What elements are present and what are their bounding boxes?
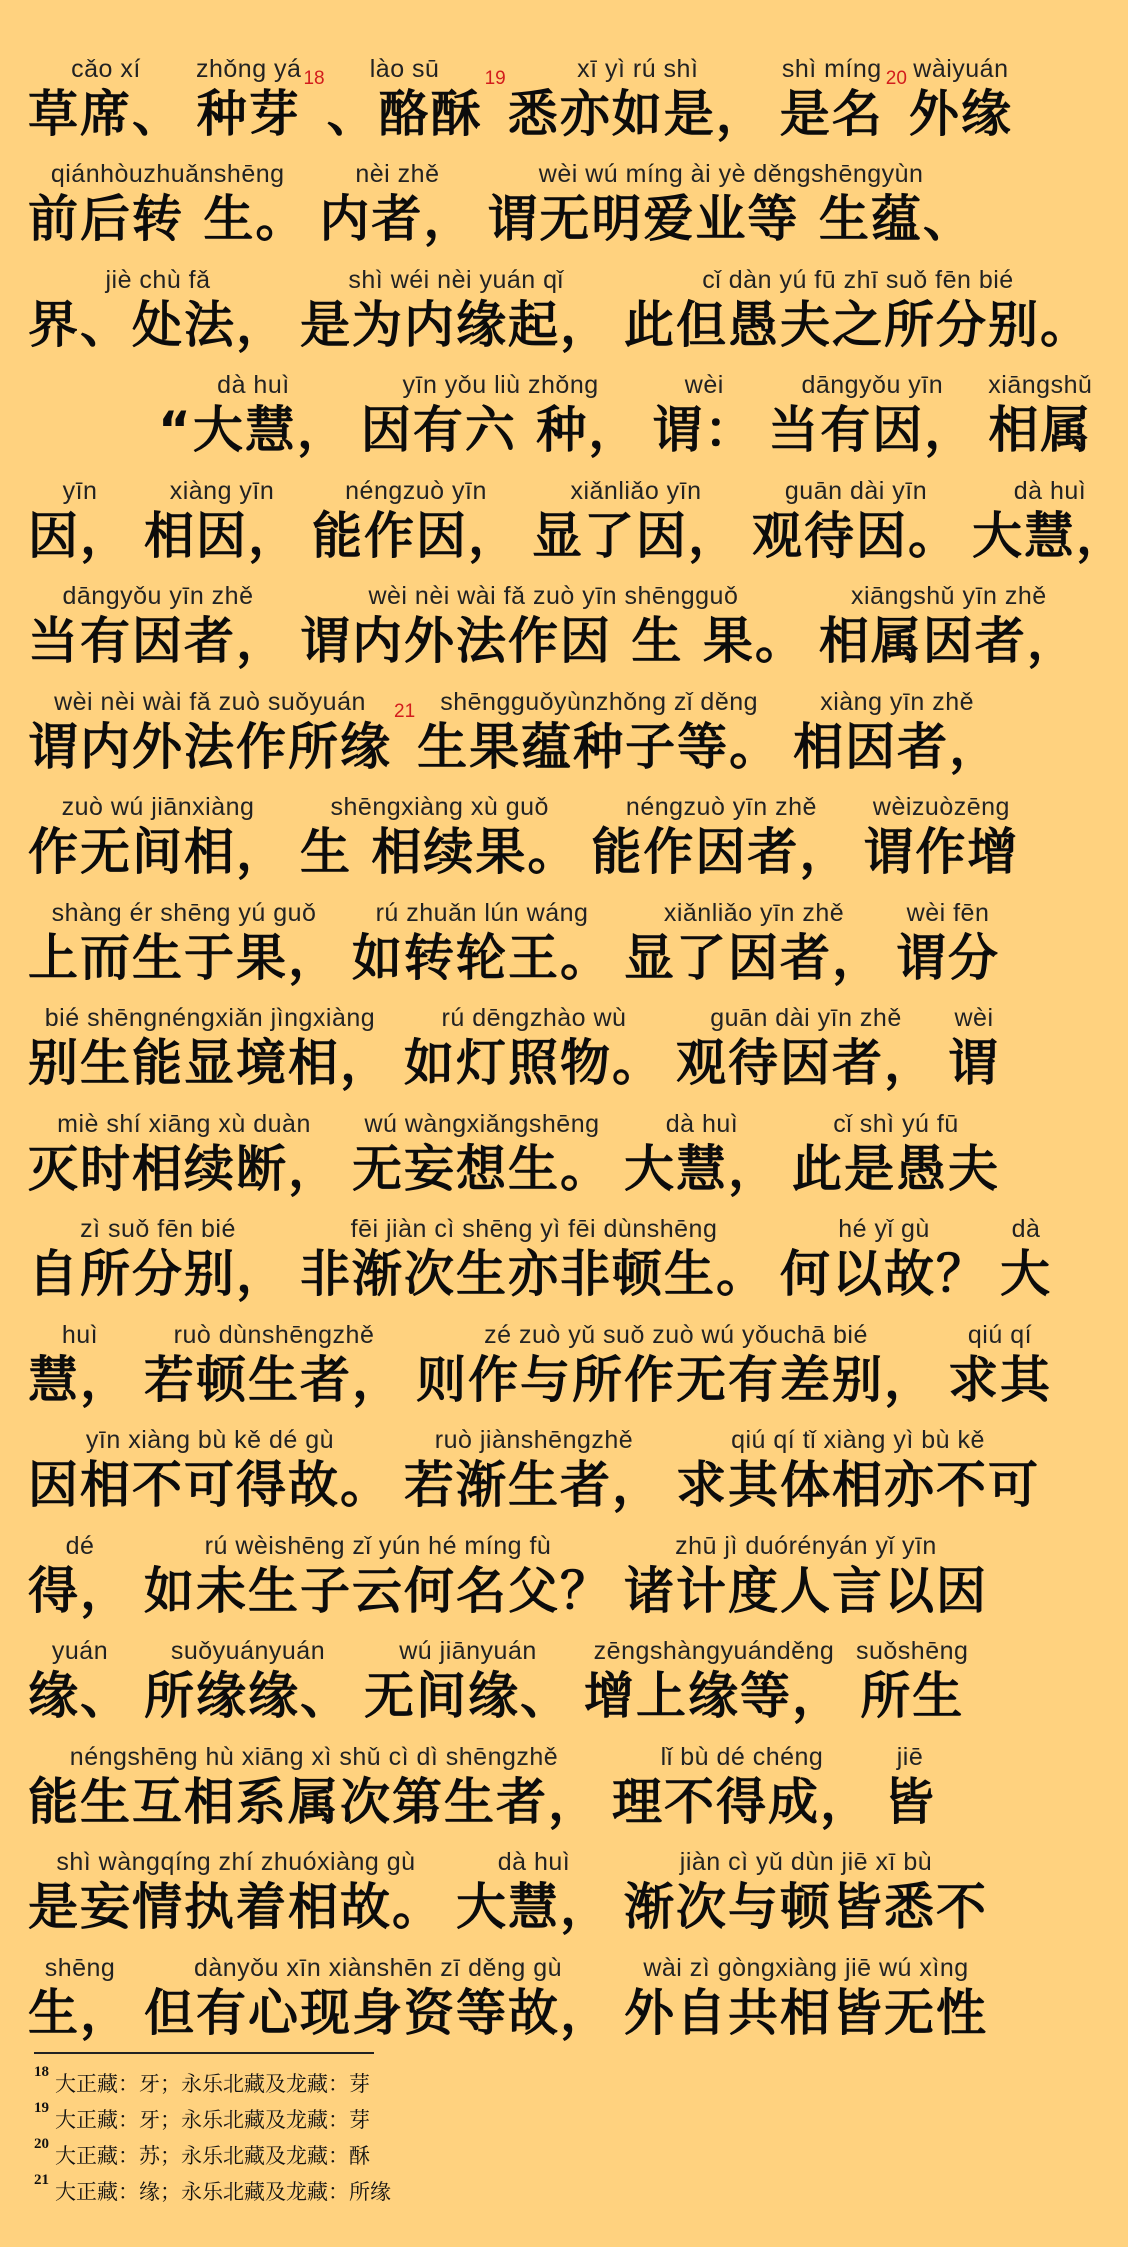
text-line (28, 1199, 1058, 1305)
hanzi-text: 理不得成， (612, 1772, 872, 1831)
pinyin-annotation: suǒshēng (856, 1637, 969, 1665)
annotated-phrase (28, 476, 132, 566)
annotated-phrase (896, 898, 1000, 988)
annotated-phrase (652, 370, 756, 460)
hanzi-text: 此但愚夫之所分别。 (624, 295, 1092, 354)
pinyin-annotation: wú jiānyuán (399, 1637, 537, 1665)
pinyin-annotation: yīn (62, 476, 98, 505)
hanzi-text: 自所分别， (28, 1245, 288, 1303)
footnote-item (34, 2100, 734, 2140)
annotated-phrase (327, 54, 483, 144)
text-line (28, 671, 1058, 777)
hanzi-text: 求其体相亦不可 (676, 1456, 1040, 1514)
hanzi-text: 谓 (948, 1034, 1000, 1092)
text-line (28, 566, 1079, 672)
hanzi-text: “大慧， (158, 401, 349, 459)
hanzi-text: 生， (28, 1983, 132, 2042)
annotated-phrase (144, 476, 300, 566)
pinyin-annotation: yīn xiàng bù kě dé gù (85, 1426, 335, 1454)
hanzi-text: 内者， (319, 190, 476, 248)
pinyin-annotation: shēng (44, 1953, 116, 1982)
pinyin-annotation: zhǒng yá (196, 54, 302, 83)
annotated-phrase (28, 1636, 132, 1726)
pinyin-annotation: wú wàngxiǎngshēng (364, 1109, 600, 1138)
footnote-number: 19 (34, 2100, 49, 2116)
pinyin-annotation: zé zuò yǔ suǒ zuò wú yǒuchā bié (484, 1320, 868, 1349)
pinyin-annotation: shì míng (781, 54, 882, 83)
footnote-number: 18 (34, 2064, 49, 2080)
footnote-item (34, 2064, 734, 2104)
pinyin-annotation: shì wéi nèi yuán qǐ (348, 265, 564, 294)
text-line (28, 1304, 1058, 1410)
hanzi-text: 是名 (779, 84, 884, 143)
text-line (28, 1410, 1058, 1516)
hanzi-text: 别生能显境相， (28, 1034, 392, 1092)
hanzi-text: 相因者， (793, 717, 1002, 776)
annotated-phrase (508, 54, 768, 144)
footnotes-section (34, 2052, 734, 2212)
footnote-text: 大正藏：缘；永乐北藏及龙藏：所缘 (55, 2180, 391, 2204)
pinyin-annotation: dāngyǒu yīn zhě (62, 582, 254, 610)
annotated-phrase (676, 1003, 936, 1093)
pinyin-annotation: nèi zhě (355, 160, 440, 188)
annotated-phrase (144, 1953, 612, 2043)
footnote-text: 大正藏：牙；永乐北藏及龙藏：芽 (55, 2108, 370, 2132)
pinyin-annotation: wèi nèi wài fǎ zuò suǒyuán (54, 687, 366, 716)
hanzi-text: 外自共相皆无性 (624, 1983, 988, 2042)
annotated-phrase (624, 1847, 988, 1937)
text-line (28, 355, 1093, 461)
pinyin-annotation: ruò dùnshēngzhě (173, 1320, 375, 1349)
pinyin-annotation: ruò jiànshēngzhě (434, 1426, 634, 1454)
pinyin-annotation: xī yì rú shì (577, 54, 699, 83)
annotated-phrase (624, 1953, 988, 2043)
hanzi-text: 观待因。 (752, 506, 960, 565)
pinyin-annotation: rú wèishēng zǐ yún hé míng fù (204, 1531, 552, 1560)
hanzi-text: 谓无明爱业等 生蕴、 (487, 190, 975, 248)
hanzi-text: 显了因， (532, 506, 740, 565)
pinyin-annotation: suǒyuányuán (170, 1637, 326, 1665)
hanzi-text: 大慧， (624, 1139, 780, 1198)
hanzi-text: 观待因者， (676, 1034, 936, 1092)
annotated-phrase (676, 1425, 1040, 1515)
annotated-phrase (28, 159, 307, 249)
hanzi-text: 则作与所作无有差别， (416, 1350, 936, 1409)
annotated-phrase (28, 581, 288, 671)
annotated-phrase (28, 1109, 340, 1199)
hanzi-text: 当有因， (768, 401, 977, 459)
annotated-phrase (819, 581, 1079, 671)
pinyin-annotation: shēngxiàng xù guǒ (330, 793, 549, 821)
hanzi-text: 谓： (652, 401, 757, 459)
pinyin-annotation: xiǎnliǎo yīn (570, 476, 702, 505)
pinyin-annotation: néngshēng hù xiāng xì shǔ cì dì shēngzhě (69, 1742, 559, 1771)
pinyin-annotation: néngzuò yīn zhě (625, 793, 817, 821)
annotated-phrase (591, 792, 851, 882)
annotated-phrase (158, 370, 349, 460)
pinyin-annotation: dà huì (497, 1848, 571, 1876)
hanzi-text: 悉亦如是， (507, 84, 768, 143)
annotated-phrase (196, 54, 301, 144)
annotated-phrase (352, 898, 612, 988)
pinyin-annotation: néngzuò yīn (345, 476, 487, 505)
hanzi-text: 此是愚夫 (792, 1139, 1000, 1198)
text-line (28, 1726, 1058, 1832)
pinyin-annotation: yīn yǒu liù zhǒng (402, 371, 599, 399)
hanzi-text: 如转轮王。 (352, 928, 612, 987)
hanzi-text: 草席、 (28, 84, 184, 143)
annotated-phrase (532, 476, 740, 566)
pinyin-annotation: dà (1011, 1215, 1041, 1243)
hanzi-text: 因相不可得故。 (28, 1456, 392, 1514)
annotated-phrase (28, 792, 288, 882)
pinyin-annotation: wèi (684, 371, 724, 399)
annotated-phrase (863, 792, 1019, 882)
annotated-phrase (28, 54, 184, 144)
pinyin-annotation: dà huì (1013, 476, 1087, 505)
annotated-phrase (364, 1636, 572, 1726)
annotated-phrase (28, 1847, 444, 1937)
pinyin-annotation: rú zhuǎn lún wáng (375, 898, 589, 927)
pinyin-annotation: wài zì gòngxiàng jiē wú xìng (643, 1953, 969, 1982)
pinyin-annotation: shàng ér shēng yú guǒ (51, 898, 317, 927)
pinyin-annotation: jiē (896, 1742, 924, 1771)
hanzi-text: 生 相续果。 (300, 823, 580, 881)
annotated-phrase (300, 581, 807, 671)
annotated-phrase (780, 1214, 988, 1304)
annotated-phrase (584, 1636, 844, 1726)
pinyin-annotation: wèizuòzēng (872, 793, 1010, 821)
hanzi-text: 如未生子云何名父？ (144, 1561, 612, 1620)
hanzi-text: 何以故？ (780, 1245, 988, 1303)
annotated-phrase (624, 898, 884, 988)
pinyin-annotation: fēi jiàn cì shēng yì fēi dùnshēng (350, 1215, 718, 1243)
pinyin-annotation: cǐ dàn yú fū zhī suǒ fēn bié (702, 265, 1014, 294)
annotated-phrase (768, 370, 976, 460)
hanzi-text: 如灯照物。 (404, 1034, 664, 1092)
text-line (28, 249, 1092, 355)
hanzi-text: 非渐次生亦非顿生。 (300, 1245, 768, 1303)
footnote-number: 20 (34, 2136, 49, 2152)
pinyin-annotation: qiánhòuzhuǎnshēng (50, 160, 285, 188)
annotated-phrase (948, 1320, 1052, 1410)
hanzi-text: 当有因者， (28, 612, 288, 670)
pinyin-annotation: qiú qí (967, 1320, 1033, 1349)
pinyin-annotation: dé (65, 1531, 95, 1560)
annotated-phrase (28, 898, 340, 988)
annotated-phrase (988, 370, 1092, 460)
annotated-phrase (487, 159, 974, 249)
annotated-phrase (28, 1425, 392, 1515)
annotated-phrase (352, 1109, 612, 1199)
hanzi-text: 谓内外法作因 生 果。 (300, 612, 807, 670)
hanzi-text: 诸计度人言以因 (624, 1561, 988, 1620)
footnote-text: 大正藏：苏；永乐北藏及龙藏：酥 (55, 2144, 370, 2168)
annotated-phrase (948, 1003, 1000, 1093)
pinyin-annotation: xiàng yīn zhě (820, 687, 975, 716)
annotated-phrase (792, 1109, 1000, 1199)
annotated-phrase (780, 54, 884, 144)
pinyin-annotation: guān dài yīn (784, 476, 928, 505)
annotated-phrase (972, 476, 1128, 566)
hanzi-text: 谓作增 (863, 823, 1020, 881)
hanzi-text: 相属因者， (818, 612, 1079, 670)
hanzi-text: 皆 (884, 1772, 936, 1831)
annotated-phrase (793, 687, 1001, 777)
hanzi-text: 能生互相系属次第生者， (28, 1772, 600, 1831)
hanzi-text: 所生 (860, 1667, 965, 1725)
text-line (28, 38, 1058, 144)
hanzi-text: 因有六 种， (360, 401, 641, 459)
pinyin-annotation: wèi (954, 1004, 994, 1032)
hanzi-text: 生果蕴种子等。 (417, 717, 782, 776)
pinyin-annotation: zì suǒ fēn bié (80, 1215, 236, 1243)
hanzi-text: 慧， (28, 1350, 132, 1409)
annotated-phrase (28, 1320, 132, 1410)
annotated-phrase (909, 54, 1013, 144)
hanzi-text: 但有心现身资等故， (144, 1983, 612, 2042)
pinyin-annotation: guān dài yīn zhě (710, 1004, 902, 1032)
annotated-phrase (624, 1531, 988, 1621)
hanzi-text: 界、处法， (28, 295, 288, 354)
pinyin-annotation: dà huì (217, 371, 290, 399)
hanzi-text: 缘、 (28, 1667, 132, 1725)
annotated-phrase (417, 687, 781, 777)
annotated-phrase (612, 1742, 872, 1832)
annotated-phrase (361, 370, 640, 460)
pinyin-annotation: xiǎnliǎo yīn zhě (663, 898, 845, 927)
hanzi-text: 是为内缘起， (300, 295, 612, 354)
hanzi-text: 无间缘、 (364, 1667, 572, 1725)
footnote-marker[interactable]: 20 (885, 68, 907, 89)
hanzi-text: 谓分 (896, 928, 1000, 987)
pinyin-annotation: zhū jì duórényán yǐ yīn (675, 1531, 937, 1560)
hanzi-text: 渐次与顿皆悉不 (624, 1878, 988, 1936)
hanzi-text: 所缘缘、 (144, 1667, 352, 1725)
text-line (28, 1832, 1058, 1938)
annotated-phrase (28, 1003, 392, 1093)
hanzi-text: 、酪酥 (326, 84, 483, 143)
text-line (28, 1937, 1058, 2043)
pinyin-annotation: dànyǒu xīn xiànshēn zī děng gù (193, 1953, 563, 1982)
pinyin-annotation: hé yǐ gù (838, 1215, 930, 1243)
hanzi-text: 显了因者， (624, 928, 884, 987)
pinyin-annotation: jiè chù fǎ (105, 265, 211, 294)
annotated-phrase (1000, 1214, 1052, 1304)
annotated-phrase (28, 265, 288, 355)
footnote-number: 21 (34, 2172, 49, 2188)
footnote-text: 大正藏：牙；永乐北藏及龙藏：芽 (55, 2072, 370, 2096)
hanzi-text: 无妄想生。 (352, 1139, 612, 1198)
pinyin-annotation: rú dēngzhào wù (441, 1004, 627, 1032)
text-line (28, 1093, 1058, 1199)
pinyin-annotation: xiāngshǔ (988, 371, 1093, 399)
hanzi-text: 能作因， (312, 506, 520, 565)
pinyin-annotation: wàiyuán (913, 54, 1009, 83)
annotated-phrase (28, 1214, 288, 1304)
footnote-marker[interactable]: 21 (394, 701, 416, 722)
scripture-text-body (28, 38, 1128, 2043)
pinyin-annotation: lào sū (369, 54, 440, 83)
pinyin-annotation: xiàng yīn (169, 476, 275, 505)
hanzi-text: 外缘 (908, 84, 1013, 143)
hanzi-text: 相因， (144, 506, 300, 565)
pinyin-annotation: wèi fēn (906, 898, 990, 927)
text-line (28, 1515, 1058, 1621)
hanzi-text: 能作因者， (591, 823, 852, 881)
pinyin-annotation: cǐ shì yú fū (833, 1109, 959, 1138)
hanzi-text: 作无间相， (28, 823, 288, 881)
pinyin-annotation: cǎo xí (71, 54, 141, 83)
annotated-phrase (28, 1531, 132, 1621)
annotated-phrase (404, 1425, 664, 1515)
pinyin-annotation: wèi wú míng ài yè děngshēngyùn (538, 160, 924, 188)
annotated-phrase (884, 1742, 936, 1832)
hanzi-text: 上而生于果， (28, 928, 340, 987)
hanzi-text: 相属 (988, 401, 1093, 459)
annotated-phrase (456, 1847, 612, 1937)
hanzi-text: 增上缘等， (584, 1667, 844, 1725)
hanzi-text: 得， (28, 1561, 132, 1620)
hanzi-text: 若顿生者， (144, 1350, 404, 1409)
hanzi-text: 求其 (948, 1350, 1052, 1409)
pinyin-annotation: zuò wú jiānxiàng (61, 793, 255, 821)
pinyin-annotation: zēngshàngyuánděng (593, 1637, 835, 1665)
hanzi-text: 大 (1000, 1245, 1052, 1303)
hanzi-text: 大慧， (972, 506, 1128, 565)
footnote-item (34, 2136, 734, 2176)
footnote-item (34, 2172, 734, 2212)
hanzi-text: 因， (28, 506, 132, 565)
pinyin-annotation: yuán (51, 1637, 109, 1665)
text-line (28, 460, 1128, 566)
pinyin-annotation: huì (61, 1320, 99, 1349)
annotated-phrase (856, 1636, 968, 1726)
footnote-marker[interactable]: 18 (303, 68, 325, 89)
annotated-phrase (416, 1320, 936, 1410)
hanzi-text: 是妄情执着相故。 (28, 1878, 444, 1936)
pinyin-annotation: bié shēngnéngxiǎn jìngxiàng (44, 1004, 376, 1032)
text-line (28, 882, 1058, 988)
annotated-phrase (624, 1109, 780, 1199)
annotated-phrase (144, 1636, 352, 1726)
pinyin-annotation: shēngguǒyùnzhǒng zǐ děng (440, 687, 759, 716)
annotated-phrase (300, 792, 579, 882)
footnote-divider (34, 2052, 374, 2054)
pinyin-annotation: shì wàngqíng zhí zhuóxiàng gù (56, 1848, 416, 1876)
hanzi-text: 种芽 (196, 84, 301, 143)
pinyin-annotation: xiāngshǔ yīn zhě (851, 582, 1047, 610)
pinyin-annotation: miè shí xiāng xù duàn (57, 1109, 311, 1138)
pinyin-annotation: dāngyǒu yīn (801, 371, 944, 399)
text-line (28, 988, 1058, 1094)
annotated-phrase (300, 265, 612, 355)
pinyin-annotation: wèi nèi wài fǎ zuò yīn shēngguǒ (368, 582, 739, 610)
hanzi-text: 灭时相续断， (28, 1139, 340, 1198)
pinyin-annotation: dà huì (665, 1109, 739, 1138)
hanzi-text: 前后转 生。 (28, 190, 308, 248)
annotated-phrase (752, 476, 960, 566)
annotated-phrase (144, 1531, 612, 1621)
footnote-marker[interactable]: 19 (484, 68, 506, 89)
annotated-phrase (300, 1214, 768, 1304)
text-line (28, 777, 1058, 883)
annotated-phrase (404, 1003, 664, 1093)
pinyin-annotation: jiàn cì yǔ dùn jiē xī bù (679, 1848, 933, 1876)
annotated-phrase (28, 687, 392, 777)
hanzi-text: 若渐生者， (404, 1456, 664, 1514)
annotated-phrase (28, 1742, 600, 1832)
text-line (28, 1621, 1058, 1727)
pinyin-annotation: lǐ bù dé chéng (660, 1742, 824, 1771)
text-line (28, 144, 1058, 250)
pinyin-annotation: qiú qí tǐ xiàng yì bù kě (731, 1426, 985, 1454)
annotated-phrase (624, 265, 1092, 355)
hanzi-text: 大慧， (456, 1878, 612, 1936)
hanzi-text: 谓内外法作所缘 (28, 717, 392, 776)
annotated-phrase (312, 476, 520, 566)
annotated-phrase (144, 1320, 404, 1410)
annotated-phrase (28, 1953, 132, 2043)
annotated-phrase (319, 159, 475, 249)
